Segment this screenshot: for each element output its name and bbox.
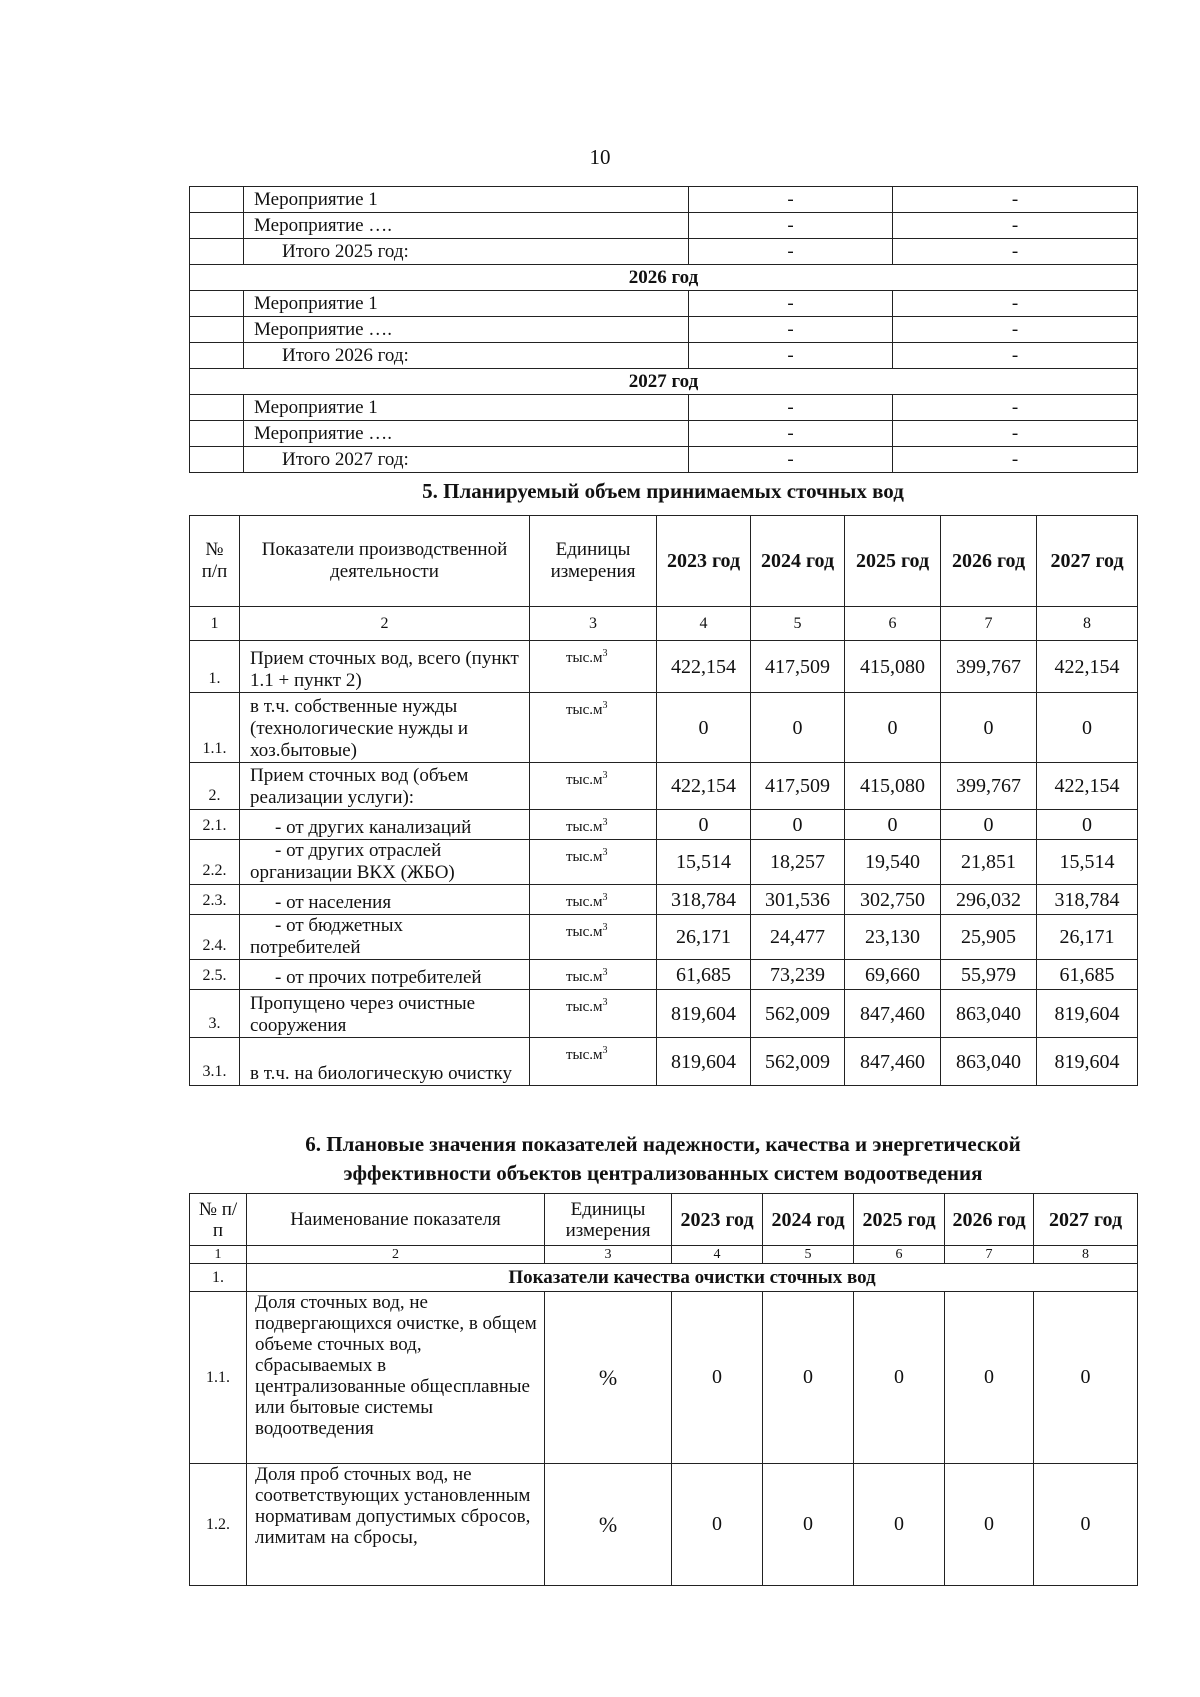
value-cell: - bbox=[689, 317, 893, 343]
row-number-cell bbox=[190, 395, 244, 421]
unit-cell bbox=[530, 1038, 657, 1086]
value-cell: 73,239 bbox=[751, 960, 845, 990]
unit-text: тыс.м bbox=[566, 702, 603, 718]
header-year: 2026 год bbox=[941, 516, 1037, 607]
value-cell: 863,040 bbox=[941, 990, 1037, 1038]
unit-superscript: 3 bbox=[602, 1045, 608, 1056]
header-year: 2026 год bbox=[945, 1194, 1034, 1246]
unit-superscript: 3 bbox=[602, 700, 608, 711]
column-number: 7 bbox=[945, 1246, 1034, 1264]
table-row bbox=[190, 421, 1138, 447]
value-cell: - bbox=[689, 343, 893, 369]
value-cell: 819,604 bbox=[1037, 990, 1138, 1038]
unit-superscript: 3 bbox=[602, 648, 608, 659]
unit-text: тыс.м bbox=[566, 819, 603, 835]
column-number-row bbox=[190, 607, 1138, 641]
column-number: 5 bbox=[763, 1246, 854, 1264]
header-year: 2027 год bbox=[1034, 1194, 1138, 1246]
header-name: Показатели производственной деятельности bbox=[240, 516, 530, 607]
table-row bbox=[190, 291, 1138, 317]
value-cell: 15,514 bbox=[657, 840, 751, 885]
value-cell: 69,660 bbox=[845, 960, 941, 990]
table-row bbox=[190, 763, 1138, 810]
row-number-cell bbox=[190, 343, 244, 369]
value-cell: 0 bbox=[845, 810, 941, 840]
table-row bbox=[190, 213, 1138, 239]
table-row bbox=[190, 1038, 1138, 1086]
unit-cell bbox=[530, 641, 657, 693]
column-number: 7 bbox=[941, 607, 1037, 641]
column-number: 2 bbox=[240, 607, 530, 641]
value-cell: 61,685 bbox=[657, 960, 751, 990]
header-year: 2027 год bbox=[1037, 516, 1138, 607]
measure-name: Мероприятие …. bbox=[244, 421, 689, 447]
value-cell: 0 bbox=[945, 1464, 1034, 1586]
table-row bbox=[190, 1292, 1138, 1464]
unit-cell bbox=[530, 810, 657, 840]
section5-title: 5. Планируемый объем принимаемых сточных вод bbox=[422, 479, 904, 503]
table-header-row bbox=[190, 1194, 1138, 1246]
table-row bbox=[190, 343, 1138, 369]
value-cell: 0 bbox=[941, 693, 1037, 763]
indicator-name bbox=[240, 840, 530, 885]
row-number-cell bbox=[190, 421, 244, 447]
column-number: 6 bbox=[854, 1246, 945, 1264]
unit-text: тыс.м bbox=[566, 772, 603, 788]
value-cell: 0 bbox=[845, 693, 941, 763]
indicator-name-line: - от других отраслей bbox=[275, 840, 442, 861]
value-cell: 318,784 bbox=[657, 885, 751, 915]
header-year: 2024 год bbox=[763, 1194, 854, 1246]
column-number: 8 bbox=[1037, 607, 1138, 641]
value-cell: - bbox=[893, 239, 1138, 265]
value-cell: 0 bbox=[763, 1464, 854, 1586]
year-row bbox=[190, 265, 1138, 291]
row-number: 1.1. bbox=[190, 1292, 247, 1464]
value-cell: 417,509 bbox=[751, 641, 845, 693]
unit-cell bbox=[530, 915, 657, 960]
table-row bbox=[190, 840, 1138, 885]
table-row bbox=[190, 317, 1138, 343]
year-row bbox=[190, 369, 1138, 395]
header-num: № п/п bbox=[190, 1194, 247, 1246]
value-cell: 0 bbox=[1034, 1464, 1138, 1586]
performance-indicators-table bbox=[189, 1193, 1138, 1586]
value-cell: 296,032 bbox=[941, 885, 1037, 915]
value-cell: 562,009 bbox=[751, 990, 845, 1038]
measures-table bbox=[189, 186, 1138, 473]
row-number-cell bbox=[190, 447, 244, 473]
value-cell: 847,460 bbox=[845, 1038, 941, 1086]
value-cell: 25,905 bbox=[941, 915, 1037, 960]
value-cell: 302,750 bbox=[845, 885, 941, 915]
unit-cell bbox=[530, 763, 657, 810]
year-heading: 2026 год bbox=[190, 265, 1138, 291]
value-cell: 301,536 bbox=[751, 885, 845, 915]
value-cell: 24,477 bbox=[751, 915, 845, 960]
value-cell: 0 bbox=[657, 810, 751, 840]
header-num: № п/п bbox=[190, 516, 240, 607]
unit-superscript: 3 bbox=[602, 892, 608, 903]
unit-text: тыс.м bbox=[566, 969, 603, 985]
value-cell: - bbox=[893, 343, 1138, 369]
value-cell: 19,540 bbox=[845, 840, 941, 885]
value-cell: 863,040 bbox=[941, 1038, 1037, 1086]
unit-text: тыс.м bbox=[566, 1047, 603, 1063]
total-label: Итого 2026 год: bbox=[244, 343, 689, 369]
unit-cell bbox=[530, 885, 657, 915]
value-cell: 399,767 bbox=[941, 763, 1037, 810]
indicator-name: Доля сточных вод, не подвергающихся очистке, в общем объеме сточных вод, сбрасываемых в централизованные общесплавные или бытовые системы водоотведения bbox=[247, 1292, 545, 1464]
unit-cell: % bbox=[545, 1292, 672, 1464]
unit-superscript: 3 bbox=[602, 922, 608, 933]
value-cell: 417,509 bbox=[751, 763, 845, 810]
table-row bbox=[190, 1464, 1138, 1586]
table-row bbox=[190, 641, 1138, 693]
value-cell: 0 bbox=[941, 810, 1037, 840]
value-cell: 0 bbox=[945, 1292, 1034, 1464]
value-cell: - bbox=[689, 239, 893, 265]
row-number: 2. bbox=[190, 763, 240, 810]
value-cell: - bbox=[893, 317, 1138, 343]
total-label: Итого 2025 год: bbox=[244, 239, 689, 265]
header-unit: Единицы измерения bbox=[545, 1194, 672, 1246]
total-label: Итого 2027 год: bbox=[244, 447, 689, 473]
indicator-name-line: - от бюджетных bbox=[275, 915, 403, 936]
row-number: 2.2. bbox=[190, 840, 240, 885]
unit-cell bbox=[530, 960, 657, 990]
header-unit: Единицы измерения bbox=[530, 516, 657, 607]
wastewater-volume-table bbox=[189, 515, 1138, 1086]
value-cell: - bbox=[893, 213, 1138, 239]
unit-text: тыс.м bbox=[566, 999, 603, 1015]
value-cell: 0 bbox=[751, 810, 845, 840]
value-cell: 0 bbox=[854, 1292, 945, 1464]
indicator-name bbox=[240, 915, 530, 960]
unit-superscript: 3 bbox=[602, 817, 608, 828]
value-cell: 15,514 bbox=[1037, 840, 1138, 885]
header-year: 2023 год bbox=[657, 516, 751, 607]
value-cell: - bbox=[689, 213, 893, 239]
unit-text: тыс.м bbox=[566, 849, 603, 865]
indicator-name-line: организации ВКХ (ЖБО) bbox=[250, 862, 455, 883]
value-cell: 26,171 bbox=[657, 915, 751, 960]
table-row bbox=[190, 447, 1138, 473]
row-number: 1. bbox=[190, 641, 240, 693]
value-cell: 0 bbox=[763, 1292, 854, 1464]
value-cell: 422,154 bbox=[1037, 763, 1138, 810]
value-cell: 23,130 bbox=[845, 915, 941, 960]
value-cell: 819,604 bbox=[657, 990, 751, 1038]
indicator-name: Прием сточных вод (объем реализации услуги): bbox=[240, 763, 530, 810]
row-number-cell bbox=[190, 213, 244, 239]
table-row bbox=[190, 915, 1138, 960]
indicator-name: - от других канализаций bbox=[240, 810, 530, 840]
row-number: 1.1. bbox=[190, 693, 240, 763]
page-number: 10 bbox=[589, 145, 611, 169]
unit-superscript: 3 bbox=[602, 997, 608, 1008]
column-number: 3 bbox=[545, 1246, 672, 1264]
column-number: 4 bbox=[657, 607, 751, 641]
value-cell: 18,257 bbox=[751, 840, 845, 885]
value-cell: - bbox=[893, 421, 1138, 447]
column-number: 1 bbox=[190, 607, 240, 641]
value-cell: - bbox=[689, 395, 893, 421]
column-number: 3 bbox=[530, 607, 657, 641]
row-number: 3.1. bbox=[190, 1038, 240, 1086]
value-cell: 61,685 bbox=[1037, 960, 1138, 990]
table-header-row bbox=[190, 516, 1138, 607]
column-number: 4 bbox=[672, 1246, 763, 1264]
value-cell: 562,009 bbox=[751, 1038, 845, 1086]
unit-cell bbox=[530, 840, 657, 885]
row-number: 2.5. bbox=[190, 960, 240, 990]
value-cell: 0 bbox=[751, 693, 845, 763]
unit-text: тыс.м bbox=[566, 924, 603, 940]
value-cell: 26,171 bbox=[1037, 915, 1138, 960]
value-cell: 0 bbox=[672, 1292, 763, 1464]
indicator-name: в т.ч. собственные нужды (технологические нужды и хоз.бытовые) bbox=[240, 693, 530, 763]
row-number: 3. bbox=[190, 990, 240, 1038]
indicator-name: Прием сточных вод, всего (пункт 1.1 + пункт 2) bbox=[240, 641, 530, 693]
unit-superscript: 3 bbox=[602, 770, 608, 781]
section-number: 1. bbox=[190, 1264, 247, 1292]
unit-text: тыс.м bbox=[566, 650, 603, 666]
header-year: 2024 год bbox=[751, 516, 845, 607]
column-number: 1 bbox=[190, 1246, 247, 1264]
table-row bbox=[190, 395, 1138, 421]
row-number-cell bbox=[190, 317, 244, 343]
row-number-cell bbox=[190, 239, 244, 265]
row-number: 2.4. bbox=[190, 915, 240, 960]
indicator-name: Пропущено через очистные сооружения bbox=[240, 990, 530, 1038]
row-number-cell bbox=[190, 187, 244, 213]
value-cell: 0 bbox=[1037, 810, 1138, 840]
value-cell: 819,604 bbox=[1037, 1038, 1138, 1086]
column-number-row bbox=[190, 1246, 1138, 1264]
indicator-name: в т.ч. на биологическую очистку bbox=[240, 1038, 530, 1086]
column-number: 6 bbox=[845, 607, 941, 641]
unit-superscript: 3 bbox=[602, 967, 608, 978]
value-cell: 422,154 bbox=[657, 641, 751, 693]
measure-name: Мероприятие …. bbox=[244, 317, 689, 343]
row-number: 1.2. bbox=[190, 1464, 247, 1586]
unit-cell bbox=[530, 693, 657, 763]
row-number-cell bbox=[190, 291, 244, 317]
section6-title bbox=[189, 1130, 1137, 1188]
value-cell: 0 bbox=[657, 693, 751, 763]
indicator-name: - от населения bbox=[240, 885, 530, 915]
measure-name: Мероприятие …. bbox=[244, 213, 689, 239]
table-row bbox=[190, 885, 1138, 915]
section6-title-line1: 6. Плановые значения показателей надежности, качества и энергетической bbox=[305, 1132, 1021, 1156]
value-cell: - bbox=[893, 447, 1138, 473]
year-heading: 2027 год bbox=[190, 369, 1138, 395]
value-cell: 415,080 bbox=[845, 763, 941, 810]
value-cell: - bbox=[689, 291, 893, 317]
value-cell: 422,154 bbox=[1037, 641, 1138, 693]
unit-cell bbox=[530, 990, 657, 1038]
header-year: 2023 год bbox=[672, 1194, 763, 1246]
value-cell: 0 bbox=[1037, 693, 1138, 763]
section6-title-line2: эффективности объектов централизованных систем водоотведения bbox=[343, 1161, 983, 1185]
header-year: 2025 год bbox=[845, 516, 941, 607]
value-cell: - bbox=[893, 291, 1138, 317]
table-row bbox=[190, 187, 1138, 213]
section-row bbox=[190, 1264, 1138, 1292]
measure-name: Мероприятие 1 bbox=[244, 395, 689, 421]
value-cell: - bbox=[893, 395, 1138, 421]
row-number: 2.3. bbox=[190, 885, 240, 915]
value-cell: 422,154 bbox=[657, 763, 751, 810]
unit-cell: % bbox=[545, 1464, 672, 1586]
table-row bbox=[190, 239, 1138, 265]
value-cell: 0 bbox=[854, 1464, 945, 1586]
value-cell: 0 bbox=[672, 1464, 763, 1586]
table-row bbox=[190, 693, 1138, 763]
value-cell: 399,767 bbox=[941, 641, 1037, 693]
value-cell: 318,784 bbox=[1037, 885, 1138, 915]
table-row bbox=[190, 990, 1138, 1038]
table-row bbox=[190, 810, 1138, 840]
value-cell: 819,604 bbox=[657, 1038, 751, 1086]
column-number: 5 bbox=[751, 607, 845, 641]
value-cell: 415,080 bbox=[845, 641, 941, 693]
header-name: Наименование показателя bbox=[247, 1194, 545, 1246]
value-cell: - bbox=[893, 187, 1138, 213]
unit-superscript: 3 bbox=[602, 847, 608, 858]
table-row bbox=[190, 960, 1138, 990]
value-cell: - bbox=[689, 447, 893, 473]
value-cell: 55,979 bbox=[941, 960, 1037, 990]
row-number: 2.1. bbox=[190, 810, 240, 840]
value-cell: 847,460 bbox=[845, 990, 941, 1038]
section-title: Показатели качества очистки сточных вод bbox=[247, 1264, 1138, 1292]
header-year: 2025 год bbox=[854, 1194, 945, 1246]
value-cell: 21,851 bbox=[941, 840, 1037, 885]
column-number: 2 bbox=[247, 1246, 545, 1264]
value-cell: 0 bbox=[1034, 1292, 1138, 1464]
measure-name: Мероприятие 1 bbox=[244, 291, 689, 317]
value-cell: - bbox=[689, 421, 893, 447]
indicator-name-line: потребителей bbox=[250, 937, 361, 958]
unit-text: тыс.м bbox=[566, 894, 603, 910]
measure-name: Мероприятие 1 bbox=[244, 187, 689, 213]
indicator-name: Доля проб сточных вод, не соответствующих установленным нормативам допустимых сбросов, лимитам на сбросы, bbox=[247, 1464, 545, 1586]
column-number: 8 bbox=[1034, 1246, 1138, 1264]
indicator-name: - от прочих потребителей bbox=[240, 960, 530, 990]
value-cell: - bbox=[689, 187, 893, 213]
